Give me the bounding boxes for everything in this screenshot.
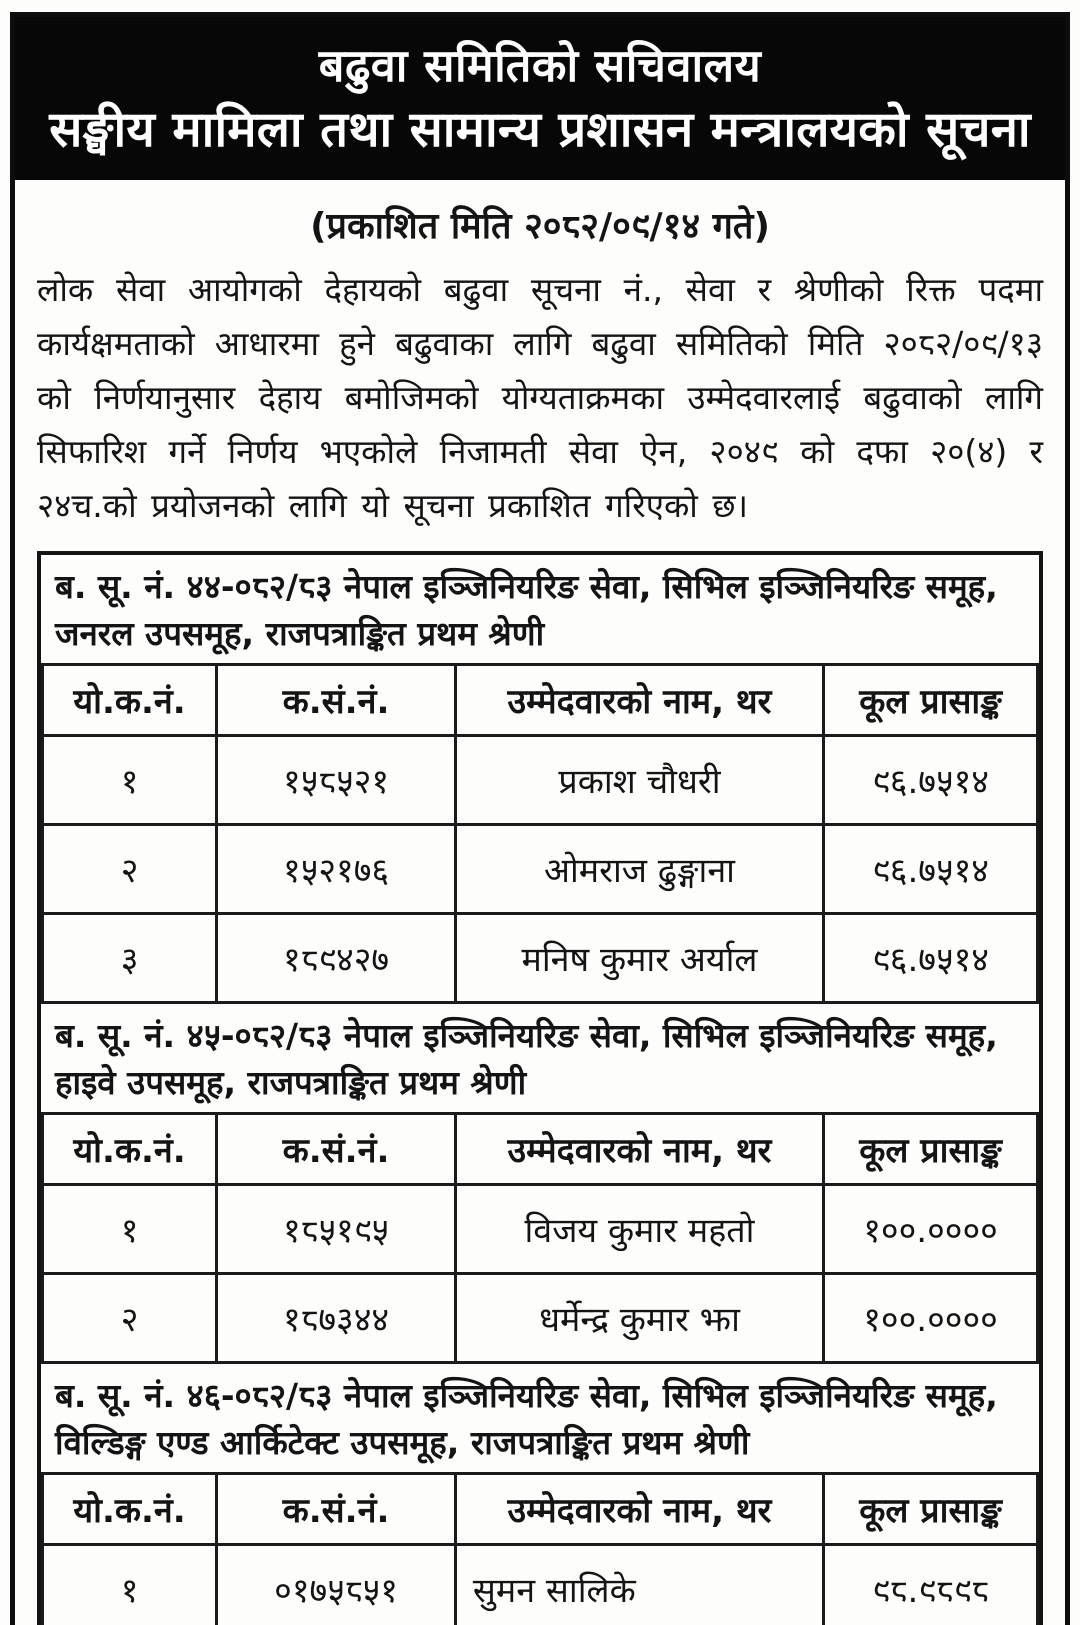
col-header-merit-order: यो.क.नं.	[43, 1473, 217, 1544]
table-2-header-row	[43, 1113, 1038, 1184]
notice-body	[15, 180, 1065, 1625]
merit-order-cell: २	[43, 824, 217, 913]
col-header-employee-number: क.सं.नं.	[217, 1113, 456, 1184]
merit-order-cell: १	[43, 1184, 217, 1273]
candidate-name-cell: मनिष कुमार अर्याल	[455, 913, 823, 1002]
title-line-2: सङ्घीय मामिला तथा सामान्य प्रशासन मन्त्रालयको सूचना	[49, 101, 1031, 159]
section-1-heading: ब. सू. नं. ४४-०८२/८३ नेपाल इञ्जिनियरिङ सेवा, सिभिल इञ्जिनियरिङ समूह, जनरल उपसमूह, राजपत्राङ्कित प्रथम श्रेणी	[55, 566, 998, 653]
promotion-table-3	[41, 1472, 1039, 1625]
merit-order-cell: १	[43, 1544, 217, 1625]
employee-number-cell: १८९४२७	[217, 913, 456, 1002]
promotion-table-2	[41, 1112, 1039, 1364]
merit-order-cell: २	[43, 1273, 217, 1362]
candidate-name-cell: प्रकाश चौधरी	[455, 735, 823, 824]
col-header-employee-number: क.सं.नं.	[217, 1473, 456, 1544]
total-score-cell: ९६.७५१४	[824, 824, 1038, 913]
table-row	[43, 1544, 1038, 1625]
candidate-name-cell: ओमराज ढुङ्गाना	[455, 824, 823, 913]
table-row	[43, 824, 1038, 913]
candidate-name-cell: सुमन सालिके	[455, 1544, 823, 1625]
col-header-candidate-name: उम्मेदवारको नाम, थर	[455, 1113, 823, 1184]
page-frame	[10, 12, 1070, 1625]
section-2-heading: ब. सू. नं. ४५-०८२/८३ नेपाल इञ्जिनियरिङ सेवा, सिभिल इञ्जिनियरिङ समूह, हाइवे उपसमूह, राजपत्राङ्कित प्रथम श्रेणी	[55, 1015, 998, 1102]
title-line-1: बढुवा समितिको सचिवालय	[318, 39, 762, 92]
total-score-cell: १००.००००	[824, 1184, 1038, 1273]
employee-number-cell: १५८५२१	[217, 735, 456, 824]
col-header-candidate-name: उम्मेदवारको नाम, थर	[455, 1473, 823, 1544]
table-row	[43, 735, 1038, 824]
total-score-cell: १००.००००	[824, 1273, 1038, 1362]
header-banner	[15, 17, 1065, 180]
employee-number-cell: १५२१७६	[217, 824, 456, 913]
col-header-total-score: कूल प्रासाङ्क	[824, 664, 1038, 735]
employee-number-cell: १८५१९५	[217, 1184, 456, 1273]
promotion-table-1	[41, 663, 1039, 1004]
total-score-cell: ९६.७५१४	[824, 735, 1038, 824]
notice-paragraph: लोक सेवा आयोगको देहायको बढुवा सूचना नं., सेवा र श्रेणीको रिक्त पदमा कार्यक्षमताको आधारमा हुने बढुवाका लागि बढुवा समितिको मिति २०८२/०९/१३ को निर्णयानुसार देहाय बमोजिमको योग्यताक्रमका उम्मेदवारलाई बढुवाको लागि सिफारिश गर्ने निर्णय भएकोले निजामती सेवा ऐन, २०४९ को दफा २०(४) र २४च.को प्रयोजनको लागि यो सूचना प्रकाशित गरिएको छ।	[37, 269, 1043, 525]
candidate-name-cell: विजय कुमार महतो	[455, 1184, 823, 1273]
table-row	[43, 1273, 1038, 1362]
results-box	[37, 551, 1043, 1625]
published-date: (प्रकाशित मिति २०८२/०९/१४ गते)	[310, 205, 770, 247]
col-header-merit-order: यो.क.नं.	[43, 1113, 217, 1184]
col-header-total-score: कूल प्रासाङ्क	[824, 1473, 1038, 1544]
section-3-heading: ब. सू. नं. ४६-०८२/८३ नेपाल इञ्जिनियरिङ सेवा, सिभिल इञ्जिनियरिङ समूह, विल्डिङ्ग एण्ड आर्किटेक्ट उपसमूह, राजपत्राङ्कित प्रथम श्रेणी	[55, 1375, 998, 1462]
merit-order-cell: ३	[43, 913, 217, 1002]
table-3-header-row	[43, 1473, 1038, 1544]
employee-number-cell: ०१७५८५१	[217, 1544, 456, 1625]
table-1-header-row	[43, 664, 1038, 735]
candidate-name-cell: धर्मेन्द्र कुमार झा	[455, 1273, 823, 1362]
col-header-candidate-name: उम्मेदवारको नाम, थर	[455, 664, 823, 735]
col-header-employee-number: क.सं.नं.	[217, 664, 456, 735]
employee-number-cell: १८७३४४	[217, 1273, 456, 1362]
col-header-merit-order: यो.क.नं.	[43, 664, 217, 735]
col-header-total-score: कूल प्रासाङ्क	[824, 1113, 1038, 1184]
table-row	[43, 1184, 1038, 1273]
total-score-cell: ९६.७५१४	[824, 913, 1038, 1002]
merit-order-cell: १	[43, 735, 217, 824]
total-score-cell: ९८.९८९८	[824, 1544, 1038, 1625]
table-row	[43, 913, 1038, 1002]
